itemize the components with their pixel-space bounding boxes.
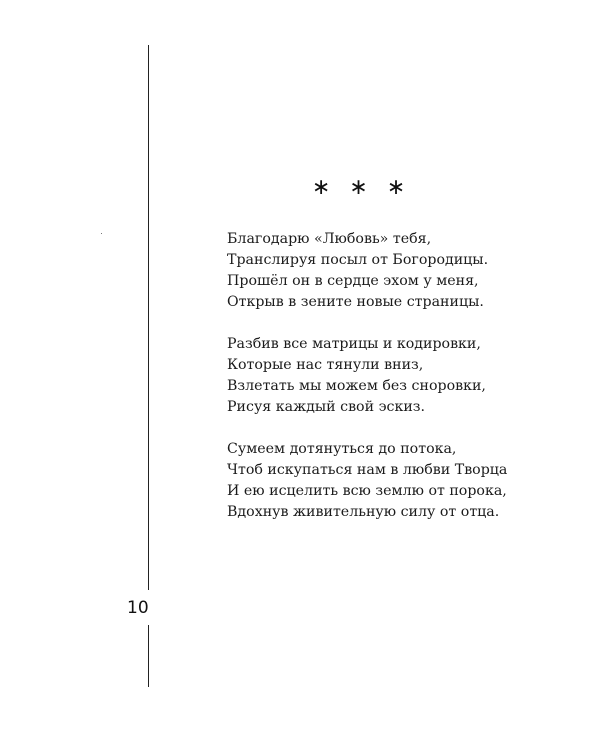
stanza-3 — [227, 439, 587, 523]
poem-line: Чтоб искупаться нам в любви Творца — [227, 462, 508, 478]
poem-line: Прошёл он в сердце эхом у меня, — [227, 273, 479, 289]
poem — [227, 229, 587, 544]
page-number: 10 — [127, 598, 149, 618]
margin-rule-top — [148, 45, 149, 590]
poem-line: И ею исцелить всю землю от порока, — [227, 483, 507, 499]
scan-speck — [101, 233, 102, 234]
poem-line: Вдохнув живительную силу от отца. — [227, 504, 500, 520]
poem-line: Которые нас тянули вниз, — [227, 357, 424, 373]
poem-line: Транслируя посыл от Богородицы. — [227, 252, 489, 268]
poem-line: Открыв в зените новые страницы. — [227, 294, 484, 310]
poem-line: Взлетать мы можем без сноровки, — [227, 378, 486, 394]
poem-line: Благодарю «Любовь» тебя, — [227, 231, 432, 247]
margin-rule-bottom — [148, 625, 149, 687]
poem-line: Сумеем дотянуться до потока, — [227, 441, 457, 457]
poem-line: Рисуя каждый свой эскиз. — [227, 399, 426, 415]
stanza-1 — [227, 229, 587, 313]
poem-line: Разбив все матрицы и кодировки, — [227, 336, 481, 352]
section-ornament: ∗ ∗ ∗ — [312, 175, 412, 200]
stanza-2 — [227, 334, 587, 418]
